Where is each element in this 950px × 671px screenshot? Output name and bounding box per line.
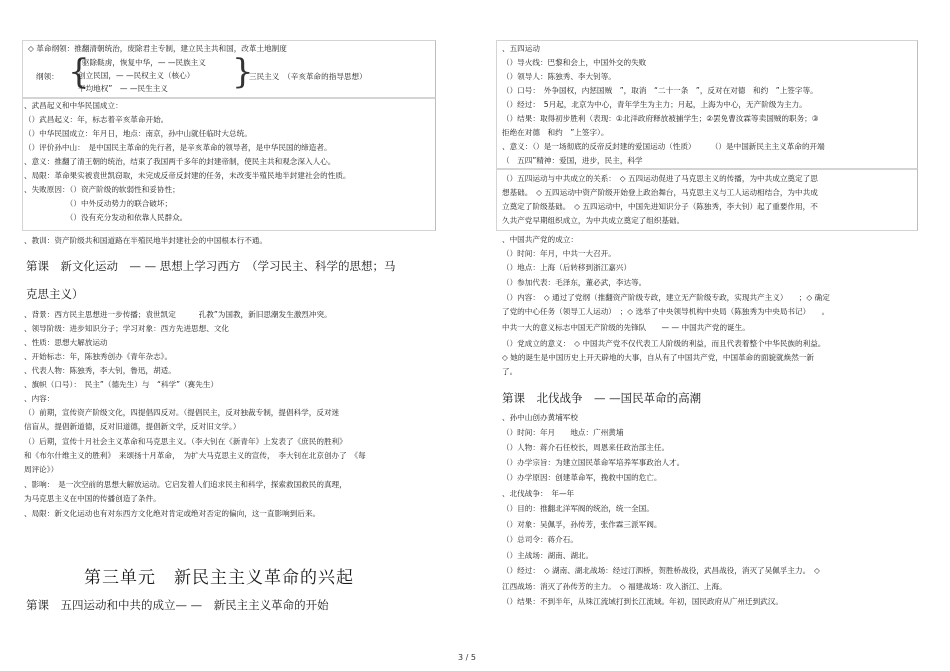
gangling-text: ◇ 革命纲领：推翻清朝统治，废除君主专制，建立民主共和国，改革土地制度	[28, 44, 287, 53]
wusi-line: 拒绝在对德 和约 ”上签字）。	[502, 128, 609, 137]
xinwenhua-title: 第课 新文化运动 — — 思想上学习西方 （学习民主、科学的思想；马	[26, 259, 396, 273]
xinwenhua-line: 、内容：	[24, 394, 55, 403]
zhonggong-line: ◇ 她的诞生是中国历史上开天辟地的大事，自从有了中国共产党，中国革命的面貌就焕然一新	[502, 353, 814, 362]
zhonggong-line: 了。	[502, 367, 518, 376]
zhonggong-line: 、中国共产党的成立：	[502, 235, 578, 244]
relation-line: 立奠定了阶级基础。 ◇ 五四运动中，中国先进知识分子（陈独秀，李大钊）起了重要作用，不	[502, 202, 818, 211]
zhonggong-line: 了党的中心任务（领导工人运动） ；◇ 选举了中央领导机构中央局（陈独秀为中央局书记） 。	[502, 307, 830, 316]
wusi-line: （）结果：取得初步胜利（表现：①北洋政府释放被捕学生；②罢免曹汝霖等卖国贼的职务；③	[502, 114, 819, 123]
wusi-line: 、五四运动	[502, 44, 540, 53]
xinwenhua-line: 、背景：西方民主思想进一步传播；袁世凯定 孔教”为国教，新旧思潮发生激烈冲突。	[24, 310, 332, 319]
xinwenhua-line: 、代表人物：陈独秀，李大钊，鲁迅，胡适。	[24, 366, 176, 375]
relation-line: （）五四运动与中共成立的关系： ◇ 五四运动促进了马克思主义的传播，为中共成立奠定了思	[502, 174, 818, 183]
relation-line: 想基础。 ◇ 五四运动中资产阶级开始登上政治舞台，马克思主义与工人运动相结合，为中共成	[502, 188, 818, 197]
beifa-line: 、孙中山创办黄埔军校	[502, 413, 578, 422]
wuchang-line: 、意义：推翻了清王朝的统治，结束了我国两千多年的封建帝制，使民主共和观念深入人心。	[24, 157, 336, 166]
zhonggong-line: 中共一大的意义标志中国无产阶级的先锋队 — — 中国共产党的诞生。	[502, 323, 750, 332]
wuchang-line: （）评价孙中山： 是中国民主革命的先行者，是辛亥革命的领导者，是中华民国的缔造者。	[24, 143, 332, 152]
xinwenhua-line: 为马克思主义在中国的传播创造了条件。	[24, 494, 161, 503]
zhonggong-line: （）地点：上海（后转移到浙江嘉兴）	[502, 263, 632, 272]
wuchang-line: 、失败原因：（）资产阶级的软弱性和妥协性；	[24, 185, 180, 194]
wuchang-line: （）武昌起义：年，标志着辛亥革命开始。	[24, 115, 169, 124]
beifa-line: （）办学原因：创建革命军，挽救中国的危亡。	[502, 473, 662, 482]
zhonggong-line: （）内容： ◇ 通过了党纲（推翻资产阶级专政，建立无产阶级专政，实现共产主义） ；◇ 确定	[502, 293, 830, 302]
wuchang-line: 、武昌起义和中华民国成立：	[24, 101, 123, 110]
wusi-line: （）领导人：陈独秀、李大钊等。	[502, 72, 616, 81]
wusi-line: （）口号： 外争国权，内惩国贼 ”，取消 “二十一条 ”，反对在对德 和约 ”上签字等。	[502, 86, 818, 95]
wuchang-line: （）中外反动势力的联合破坏；	[24, 199, 173, 208]
relation-line: 久共产党早期组织成立，为中共成立奠定了组织基础。	[502, 216, 685, 225]
beifa-line: 、北伐战争： 年—年	[502, 489, 575, 498]
xinwenhua-line: 和《布尔什维主义的胜利》 来颂扬十月革命， 为扩大马克思主义的宣传， 李大钊在北京创办了 《每	[24, 451, 366, 460]
wusi-line: （ 五四”精神：爱国，进步，民主，科学	[502, 156, 643, 165]
lesson-title: 第课 五四运动和中共的成立— — 新民主主义革命的开始	[26, 598, 329, 612]
xinwenhua-line: （）前期，宣传资产阶级文化，四提倡四反对。（提倡民主，反对独裁专制，提倡科学，反对迷	[24, 408, 340, 417]
xinwenhua-line: 、旗帜（口号）： 民主”（德先生）与 “科学”（赛先生）	[24, 380, 219, 389]
zhonggong-line: （）党成立的意义： ◇ 中国共产党不仅代表工人阶级的利益，而且代表着整个中华民族的利益。	[502, 339, 826, 348]
wuchang-line: 、局限：革命果实被袁世凯窃取，未完成反帝反封建的任务，未改变半殖民地半封建社会的性质。	[24, 171, 351, 180]
beifa-line: 江西战场：消灭了孙传芳的主力。 ◇ 福建战场：攻入浙江、上海。	[502, 582, 727, 591]
beifa-line: （）总司令：蒋介石。	[502, 535, 578, 544]
xinwenhua-line: 信盲从，提倡新道德，反对旧道德，提倡新文学，反对旧文学。）	[24, 422, 241, 431]
beifa-line: （）办学宗旨：为建立国民革命军培养军事政治人才。	[502, 458, 685, 467]
xinwenhua-line: 、局限：新文化运动也有对东西方文化绝对肯定或绝对否定的偏向，这一直影响到后来。	[24, 509, 321, 518]
xinwenhua-line: 、性质：思想大解放运动	[24, 338, 108, 347]
xinwenhua-line: 、领导阶级：进步知识分子；学习对象：西方先进思想、文化	[24, 324, 230, 333]
wusi-line: （）经过： 5月起，北京为中心，青年学生为主力；月起，上海为中心，无产阶级为主力。	[502, 100, 807, 109]
gangling-item: “驱除鞑虏，恢复中华，— —民族主义	[78, 58, 206, 67]
wuchang-line: （）中华民国成立：年月日，地点：南京，孙中山就任临时大总统。	[24, 129, 252, 138]
wusi-line: （）导火线：巴黎和会上，中国外交的失败	[502, 58, 647, 67]
page-number: 3 / 5	[458, 653, 476, 662]
zhonggong-line: （）参加代表：毛泽东，董必武，李达等。	[502, 278, 647, 287]
beifa-line: （）人物：蒋介石任校长，周恩来任政治部主任。	[502, 443, 670, 452]
wuchang-line: （）没有充分发动和依靠人民群众。	[24, 213, 188, 222]
gangling-result: 三民主义 （辛亥革命的指导思想）	[249, 72, 367, 81]
beifa-line: （）经过： ◇ 湖南、湖北战场：经过汀泗桥，贺胜桥战役，武昌战役，消灭了吴佩孚主力。 ◇	[502, 566, 820, 575]
xinwenhua-line: 周评论》）	[24, 465, 59, 474]
beifa-title: 第课 北伐战争 — —国民革命的高潮	[502, 391, 702, 405]
xinwenhua-line: （）后期，宣传十月社会主义革命和马克思主义。（李大钊在《新青年》上发表了《庶民的胜利》	[24, 437, 347, 446]
zhonggong-line: （）时间：年月，中共一大召开。	[502, 249, 616, 258]
gangling-item: 创立民国，— —民权主义（核心）	[78, 71, 195, 80]
left-brace: {	[68, 52, 90, 92]
beifa-line: （）目的：推翻北洋军阀的统治，统一全国。	[502, 504, 654, 513]
beifa-line: （）时间：年月 地点：广州黄埔	[502, 428, 624, 437]
gangling-item: 平均地权” — —民生主义	[78, 84, 168, 93]
unit-title: 第三单元 新民主主义革命的兴起	[84, 568, 354, 588]
xinwenhua-line: 、开始标志：年，陈独秀创办《青年杂志》。	[24, 352, 173, 361]
gangling-label: 纲领：	[36, 72, 59, 81]
beifa-line: （）结果：不到半年，从珠江流域打到长江流域。年初，国民政府从广州迁到武汉。	[502, 597, 783, 606]
beifa-line: （）对象：吴佩孚，孙传芳，张作霖三派军阀。	[502, 520, 662, 529]
xinwenhua-line: 、影响： 是一次空前的思想大解放运动。它启发着人们追求民主和科学，探索救国救民的真理，	[24, 480, 347, 489]
xinwenhua-title-cont: 克思主义）	[26, 287, 84, 301]
wusi-line: 、意义：（）是一场彻底的反帝反封建的爱国运动（性质） （）是中国新民主主义革命的开端	[502, 142, 825, 151]
beifa-line: （）主战场：湖南、湖北。	[502, 551, 594, 560]
jiaoxun-line: 、教训：资产阶级共和国道路在半殖民地半封建社会的中国根本行不通。	[24, 236, 267, 245]
right-brace: }	[232, 52, 254, 92]
